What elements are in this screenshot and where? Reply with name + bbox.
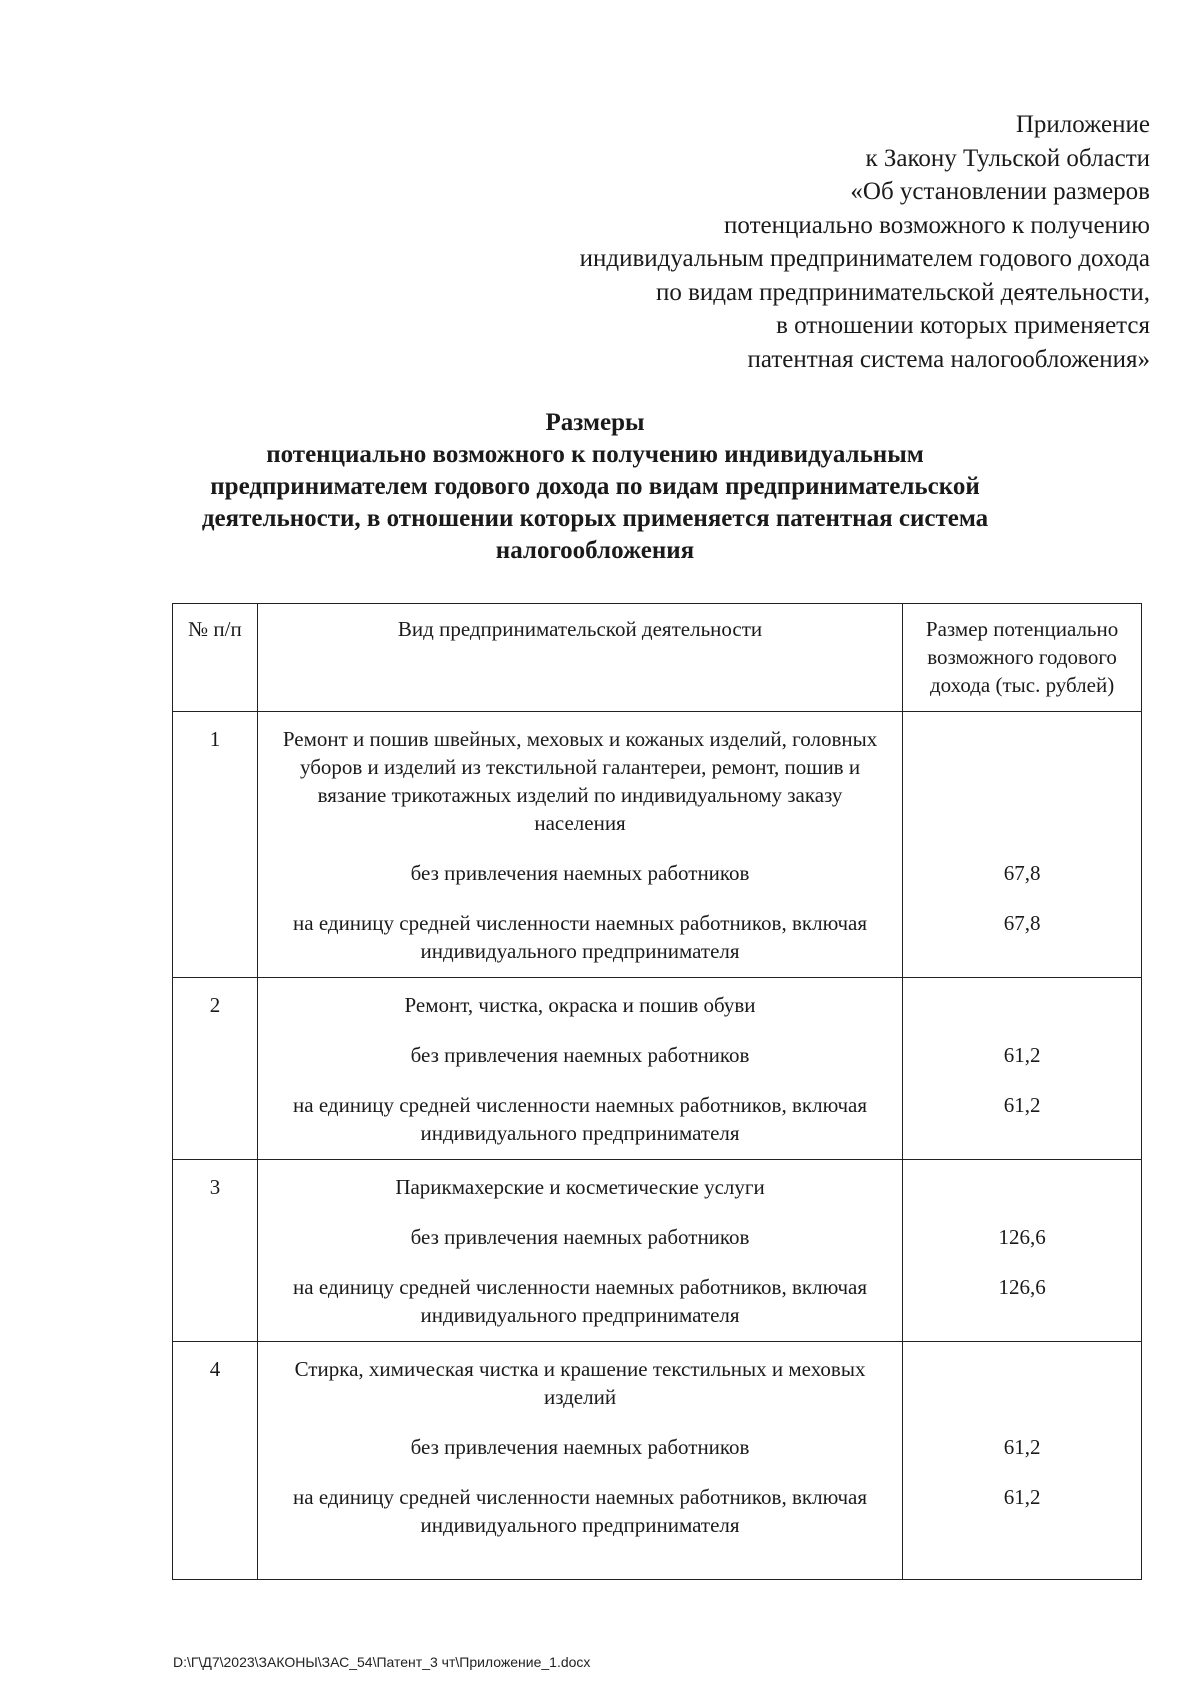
heading-line: налогообложения (495, 537, 695, 564)
row-number: 1 (173, 712, 258, 978)
appendix-line: патентная система налогообложения» (747, 345, 1150, 373)
heading-line: предпринимателем годового дохода по видам предпринимательской (210, 473, 980, 500)
activity-title: Парикмахерские и косметические услуги (395, 1175, 765, 1199)
appendix-line: Приложение (1015, 111, 1150, 138)
per-unit-label: на единицу средней численности наемных работников, включая индивидуального предпринимателя (293, 1093, 868, 1145)
activity-cell (257, 1342, 902, 1580)
without-employees-label: без привлечения наемных работников (410, 1043, 750, 1067)
without-employees-label: без привлечения наемных работников (410, 1435, 750, 1459)
activity-cell (257, 978, 902, 1160)
table-row (173, 1342, 1142, 1580)
table-header-row (173, 604, 1142, 712)
heading-line: Размеры (545, 409, 645, 436)
heading-line: потенциально возможного к получению индивидуальным (266, 441, 924, 468)
appendix-line: в отношении которых применяется (776, 312, 1150, 339)
value-cell (903, 978, 1142, 1160)
header-value: Размер потенциально возможного годового дохода (тыс. рублей) (903, 604, 1142, 712)
table-row (173, 978, 1142, 1160)
appendix-line: к Закону Тульской области (865, 144, 1150, 172)
per-unit-label: на единицу средней численности наемных работников, включая индивидуального предпринимателя (293, 1485, 868, 1537)
without-employees-value: 67,8 (1003, 861, 1041, 885)
document-heading (150, 407, 1040, 567)
per-unit-value: 126,6 (998, 1275, 1046, 1299)
without-employees-value: 126,6 (998, 1225, 1046, 1249)
header-activity: Вид предпринимательской деятельности (257, 604, 902, 712)
per-unit-value: 61,2 (1003, 1485, 1041, 1509)
appendix-line: по видам предпринимательской деятельности, (655, 278, 1150, 306)
activity-cell (257, 1160, 902, 1342)
appendix-line: «Об установлении размеров (850, 178, 1150, 205)
table-row (173, 712, 1142, 978)
heading-line: деятельности, в отношении которых применяется патентная система (201, 505, 989, 532)
per-unit-label: на единицу средней численности наемных работников, включая индивидуального предпринимателя (293, 911, 868, 963)
file-path-footer: D:\Г\Д7\2023\ЗАКОНЫ\ЗАС_54\Патент_3 чт\Приложение_1.docx (173, 1654, 591, 1670)
income-table (172, 603, 1142, 1580)
appendix-block (350, 108, 1150, 376)
row-number: 4 (173, 1342, 258, 1580)
activity-title: Ремонт и пошив швейных, меховых и кожаных изделий, головных уборов и изделий из текстильной галантереи, ремонт, пошив и вязание трикотажных изделий по индивидуальному заказу населения (282, 727, 878, 835)
header-number: № п/п (173, 604, 258, 712)
value-cell (903, 1342, 1142, 1580)
without-employees-label: без привлечения наемных работников (410, 861, 750, 885)
activity-title: Ремонт, чистка, окраска и пошив обуви (404, 993, 756, 1017)
value-cell (903, 712, 1142, 978)
row-number: 2 (173, 978, 258, 1160)
appendix-line: потенциально возможного к получению (724, 211, 1150, 239)
appendix-line: индивидуальным предпринимателем годового дохода (579, 245, 1150, 272)
table-row (173, 1160, 1142, 1342)
without-employees-value: 61,2 (1003, 1043, 1041, 1067)
per-unit-value: 61,2 (1003, 1093, 1041, 1117)
row-number: 3 (173, 1160, 258, 1342)
activity-cell (257, 712, 902, 978)
without-employees-label: без привлечения наемных работников (410, 1225, 750, 1249)
per-unit-value: 67,8 (1003, 911, 1041, 935)
per-unit-label: на единицу средней численности наемных работников, включая индивидуального предпринимателя (293, 1275, 868, 1327)
activity-title: Стирка, химическая чистка и крашение текстильных и меховых изделий (294, 1357, 866, 1409)
without-employees-value: 61,2 (1003, 1435, 1041, 1459)
value-cell (903, 1160, 1142, 1342)
